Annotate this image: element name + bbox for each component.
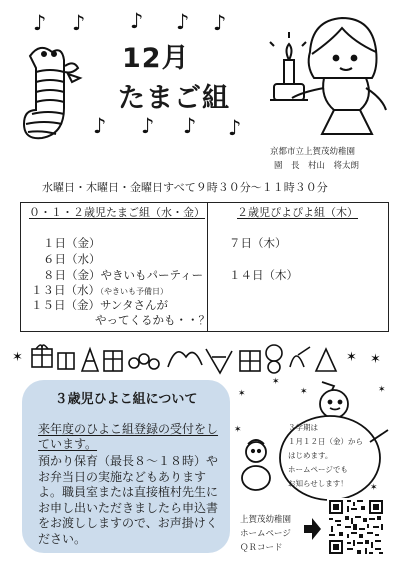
info-lead: 来年度のひよこ組登録の受付をしています。 bbox=[38, 422, 219, 451]
music-note-icon: ♪ bbox=[72, 11, 86, 35]
right-column-heading: ２歳児ぴよぴよ組（木） bbox=[237, 206, 358, 219]
left-row: ８日（金）やきいもパーティー bbox=[43, 268, 204, 282]
svg-text:✶: ✶ bbox=[370, 483, 378, 493]
svg-text:✶: ✶ bbox=[300, 387, 308, 397]
right-row: １４日（木） bbox=[229, 268, 298, 282]
qr-label: ＱＲコード bbox=[240, 543, 283, 553]
svg-text:✶: ✶ bbox=[234, 425, 242, 435]
info-title: ３歳児ひよこ組について bbox=[54, 392, 198, 407]
month-title: 12月 bbox=[122, 43, 190, 74]
left-row: １日（金） bbox=[43, 236, 101, 250]
schedule-table bbox=[20, 202, 389, 332]
svg-text:✶: ✶ bbox=[272, 377, 280, 387]
svg-text:✶: ✶ bbox=[238, 389, 246, 399]
kindergarten-name: 京都市立上賀茂幼稚園 bbox=[270, 147, 356, 157]
music-note-icon: ♪ bbox=[130, 9, 144, 33]
music-note-icon: ♪ bbox=[228, 116, 242, 140]
music-note-icon: ♪ bbox=[141, 114, 155, 138]
qr-label: 上賀茂幼稚園 bbox=[240, 515, 292, 525]
term-start-note: はじめます。 bbox=[288, 451, 333, 460]
schedule-days-line: 水曜日・木曜日・金曜日すべて９時３０分～１１時３０分 bbox=[42, 181, 328, 194]
right-row: ７日（木） bbox=[229, 236, 287, 250]
homepage-qr-code[interactable] bbox=[327, 498, 385, 556]
svg-text:✶: ✶ bbox=[370, 352, 381, 367]
arrow-right-icon bbox=[302, 516, 322, 542]
term-start-note: ３学期は bbox=[288, 423, 318, 432]
left-row: やってくるかも・・？ bbox=[95, 313, 210, 327]
girl-with-cake-illustration bbox=[262, 6, 398, 144]
stocking-caterpillar-illustration bbox=[18, 38, 88, 150]
term-start-note: ホームページでも bbox=[288, 465, 348, 474]
music-note-icon: ♪ bbox=[183, 114, 197, 138]
schedule-divider bbox=[207, 203, 208, 331]
term-start-note: お知らせします！ bbox=[288, 479, 348, 488]
music-note-icon: ♪ bbox=[176, 10, 190, 34]
left-row: ６日（水） bbox=[43, 252, 101, 266]
class-title: たまご組 bbox=[118, 83, 230, 114]
left-column-heading: ０・１・２歳児たまご組（水・金） bbox=[29, 206, 205, 219]
svg-text:✶: ✶ bbox=[12, 350, 23, 365]
info-box bbox=[22, 380, 230, 553]
music-note-icon: ♪ bbox=[93, 114, 107, 138]
term-start-note: １月１２日（金）から bbox=[288, 437, 363, 446]
christmas-decoration-border bbox=[8, 337, 400, 375]
music-note-icon: ♪ bbox=[213, 11, 227, 35]
svg-text:✶: ✶ bbox=[378, 385, 386, 395]
info-body: 預かり保育（最長８～１８時）やお弁当日の実施などもありますよ。職員室または直接植村先生にお申し出いただきましたら申込書をお渡ししますので、お声掛けください。 bbox=[38, 454, 219, 546]
music-note-icon: ♪ bbox=[33, 11, 47, 35]
left-row: １５日（金）サンタさんが bbox=[31, 298, 168, 312]
qr-label: ホームページ bbox=[240, 529, 291, 539]
principal-name: 園 長 村山 将太朗 bbox=[274, 161, 360, 171]
left-row: １３日（水）（やきいも予備日） bbox=[31, 283, 168, 297]
svg-text:✶: ✶ bbox=[346, 350, 357, 365]
